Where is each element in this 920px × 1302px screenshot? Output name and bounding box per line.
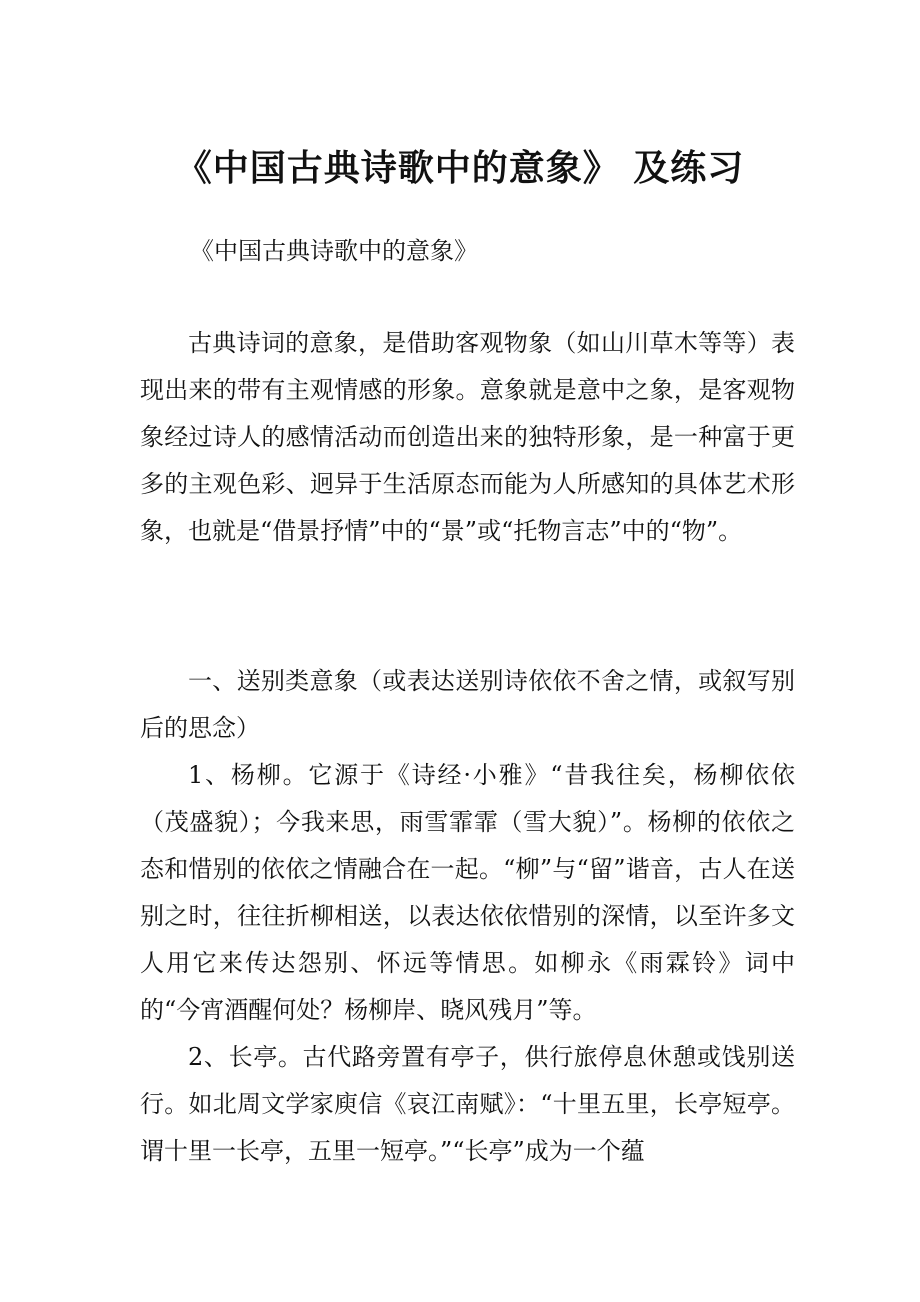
document-subtitle: 《中国古典诗歌中的意象》 [190,237,478,265]
intro-paragraph: 古典诗词的意象，是借助客观物象（如山川草木等等）表现出来的带有主观情感的形象。意象就是意中之象，是客观物象经过诗人的感情活动而创造出来的独特形象，是一种富于更多的主观色彩、迥异于生活原态而能为人所感知的具体艺术形象，也就是“借景抒情”中的“景”或“托物言志”中的“物”。 [140,329,795,545]
farewell-imagery-section [140,658,795,1175]
document-title: 《中国古典诗歌中的意象》 及练习 [175,147,745,189]
intro-section [140,320,795,555]
item-long-pavilion: 2、长亭。古代路旁置有亭子，供行旅停息休憩或饯别送行。如北周文学家庾信《哀江南赋》：“十里五里，长亭短亭。谓十里一长亭，五里一短亭。”“长亭”成为一个蕴 [140,1043,795,1165]
section-heading: 一、送别类意象（或表达送别诗依依不舍之情，或叙写别后的思念） [140,667,795,742]
item-willow: 1、杨柳。它源于《诗经·小雅》“昔我往矣，杨柳依依（茂盛貌）；今我来思，雨雪霏霏（雪大貌）”。杨柳的依依之态和惜别的依依之情融合在一起。“柳”与“留”谐音，古人在送别之时，往往折柳相送，以表达依依惜别的深情，以至许多文人用它来传达怨别、怀远等情思。如柳永《雨霖铃》词中的“今宵酒醒何处？杨柳岸、晓风残月”等。 [140,761,795,1024]
